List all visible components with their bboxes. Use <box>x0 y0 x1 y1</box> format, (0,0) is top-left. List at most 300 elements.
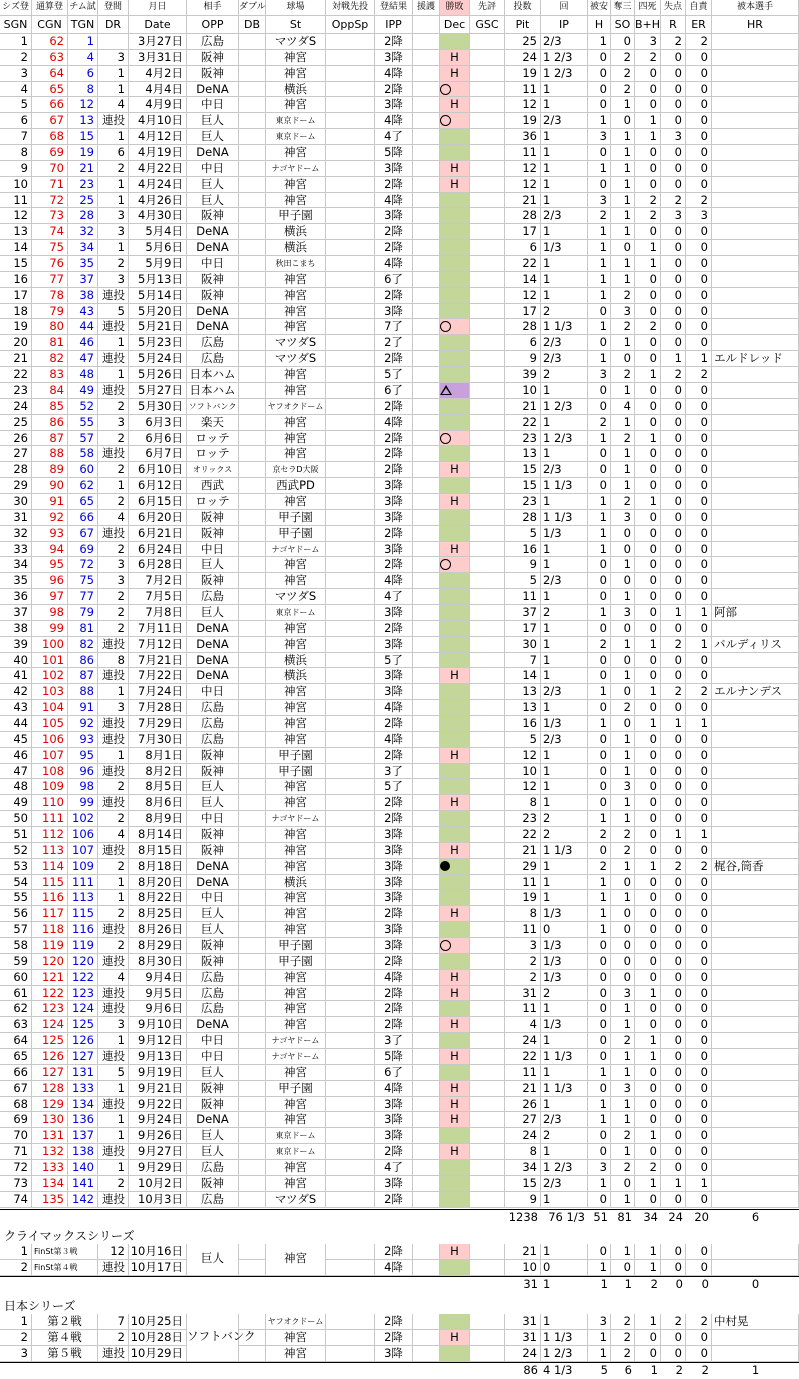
cell-ipp <box>375 446 413 462</box>
cell-so-text: 1 <box>623 335 631 349</box>
cell-r-text: 0 <box>674 161 682 175</box>
cell-st-text: 甲子園 <box>278 748 313 762</box>
cell-tgn-text: 43 <box>79 304 94 318</box>
cell-st-text: 神宮 <box>284 986 307 1000</box>
cell-h-text: 3 <box>599 367 607 381</box>
cell-hr <box>712 843 799 859</box>
cell-bbh <box>635 304 661 319</box>
cell-r <box>661 1176 686 1192</box>
cell-er <box>686 1001 712 1017</box>
cell-ipp <box>375 1144 413 1160</box>
cell-ip-text: 1 <box>543 1192 551 1206</box>
header-en-gsc-text: GSC <box>475 18 499 31</box>
cell-gsc <box>470 1192 505 1208</box>
cell-date-text: 9月5日 <box>145 986 183 1000</box>
cell-tgn-text: 28 <box>79 208 94 222</box>
cell-opp-text: DeNA <box>196 82 229 96</box>
cell-opp <box>187 161 239 177</box>
cell-r <box>661 351 686 367</box>
cell-tgn <box>68 748 98 764</box>
cell-bbh-text: 0 <box>649 1081 657 1095</box>
cell-sgn-text: 50 <box>13 811 28 825</box>
header-en-pit <box>505 16 541 34</box>
cell-sgn <box>0 938 32 954</box>
cell-hr <box>712 1001 799 1017</box>
cell-so-text: 1 <box>623 177 631 191</box>
cell-ip-text: 1 2/3 <box>543 50 573 64</box>
cell-sgn-text: 68 <box>13 1097 28 1111</box>
header-en-cgn-text: CGN <box>37 18 62 31</box>
cell-er-text: 2 <box>700 34 708 48</box>
cell-dr-text: 8 <box>117 653 125 667</box>
cell-oppsp <box>326 288 375 304</box>
cell-st-text: 横浜 <box>284 224 307 238</box>
cell-gsc <box>470 113 505 129</box>
cell-dec <box>440 145 470 161</box>
cell-dec <box>440 256 470 272</box>
cell-dr <box>98 1097 129 1112</box>
cell-hr-text: バルディリス <box>714 637 782 651</box>
cell-date-text: 6月21日 <box>138 526 183 540</box>
cell-tgn <box>68 510 98 526</box>
cell-cgn <box>32 288 68 304</box>
cell-tgn-text: 91 <box>79 700 94 714</box>
cell-tgn-text: 136 <box>72 1112 94 1126</box>
cell-opp <box>187 589 239 605</box>
cell-opp-text: 楽天 <box>201 415 224 429</box>
cell-sgn-text: 2 <box>20 1330 28 1344</box>
cell-gsc <box>470 494 505 510</box>
cell-r-text: 0 <box>674 177 682 191</box>
cell-dr-text: 1 <box>117 66 125 80</box>
cell-bbh <box>635 399 661 415</box>
cell-date-text: 7月28日 <box>138 700 183 714</box>
cell-bbh <box>635 383 661 399</box>
cell-dr <box>98 1160 129 1176</box>
cell-opp <box>187 224 239 240</box>
cell-st <box>266 82 326 97</box>
cell-cgn <box>32 637 68 653</box>
cell-ipp <box>375 811 413 827</box>
header-jp-hr-text: 被本選手 <box>736 2 773 12</box>
win-circle-icon <box>440 940 451 951</box>
cell-dec-text: H <box>450 1330 459 1344</box>
cell-tgn-text: 65 <box>79 494 94 508</box>
cell-ipp <box>375 1033 413 1049</box>
cell-dec <box>440 748 470 764</box>
cell-st <box>266 319 326 335</box>
cell-db <box>239 1081 266 1097</box>
cell-oppsp <box>326 827 375 843</box>
cell-pit-text: 15 <box>522 462 537 476</box>
cell-sgn-text: 5 <box>20 97 28 111</box>
cell-bbh <box>635 1017 661 1033</box>
cell-er <box>686 415 712 431</box>
cell-bbh-text: 1 <box>649 1244 657 1258</box>
cell-st <box>266 1176 326 1192</box>
cell-db <box>239 97 266 113</box>
cell-ipp-text: 2降 <box>384 1192 403 1206</box>
cell-er-text: 0 <box>700 653 708 667</box>
cell-tgn <box>68 1128 98 1144</box>
cell-st <box>266 859 326 875</box>
cell-ipp-text: 5降 <box>384 145 403 159</box>
loss-dot-icon <box>440 861 450 871</box>
cell-er-text: 0 <box>700 573 708 587</box>
cell-dec-text: H <box>450 542 459 556</box>
cell-tgn-text: 142 <box>72 1192 94 1206</box>
cell-dr <box>98 716 129 732</box>
cell-eng <box>413 843 440 859</box>
cell-r <box>661 557 686 573</box>
cell-so <box>611 240 635 256</box>
cell-hr <box>712 653 799 668</box>
cell-eng <box>413 415 440 431</box>
cell-dr <box>98 272 129 288</box>
cell-eng <box>413 288 440 304</box>
cell-r-text: 3 <box>674 129 682 143</box>
cell-r-text: 0 <box>674 113 682 127</box>
cell-eng <box>413 193 440 208</box>
cell-pit <box>505 764 541 779</box>
cell-date <box>129 256 187 272</box>
cell-opp-text: 広島 <box>201 589 224 603</box>
cell-ipp-text: 5了 <box>384 779 403 793</box>
cell-db <box>239 256 266 272</box>
cell-eng <box>413 113 440 129</box>
cell-eng <box>413 811 440 827</box>
cell-st <box>266 304 326 319</box>
cell-er <box>686 288 712 304</box>
cell-hr <box>712 890 799 906</box>
cell-date <box>129 1160 187 1176</box>
cell-ip-text: 2/3 <box>543 335 562 349</box>
cell-h <box>588 383 611 399</box>
cell-oppsp <box>326 764 375 779</box>
cell-pit <box>505 240 541 256</box>
cell-opp <box>187 1033 239 1049</box>
cell-dr <box>98 82 129 97</box>
cell-cgn-text: 75 <box>49 240 64 254</box>
cell-st-text: 神宮 <box>284 621 307 635</box>
table-row <box>0 161 799 177</box>
cell-db <box>239 557 266 573</box>
cell-opp-text: 中日 <box>201 890 224 904</box>
cell-st-text: 神宮 <box>284 50 307 64</box>
cell-opp-text: 阪神 <box>201 50 224 64</box>
cell-cgn <box>32 351 68 367</box>
cell-so <box>611 843 635 859</box>
header-jp-hr <box>712 0 799 16</box>
cell-ip-text: 1/3 <box>543 526 562 540</box>
cell-eng <box>413 716 440 732</box>
cell-so-text: 1 <box>623 1192 631 1206</box>
cell-sgn <box>0 684 32 700</box>
cell-st <box>266 34 326 50</box>
cell-date-text: 9月4日 <box>145 970 183 984</box>
cell-eng <box>413 1128 440 1144</box>
cell-bbh <box>635 97 661 113</box>
cell-h <box>588 161 611 177</box>
cell-dr-text: 2 <box>117 1176 125 1190</box>
cell-gsc <box>470 129 505 145</box>
cell-er-text: 0 <box>700 938 708 952</box>
cell-sgn <box>0 145 32 161</box>
cell-tgn <box>68 50 98 66</box>
cell-db <box>239 859 266 875</box>
cell-tgn-text: 133 <box>72 1081 94 1095</box>
cell-bbh-text: 0 <box>649 795 657 809</box>
cell-cgn-text: 96 <box>49 573 64 587</box>
cell-opp <box>187 732 239 748</box>
cell-ipp <box>375 1097 413 1112</box>
cell-sgn <box>0 779 32 795</box>
cell-pit <box>505 335 541 351</box>
table-row <box>0 193 799 208</box>
cell-eng <box>413 779 440 795</box>
cell-er <box>686 208 712 224</box>
cell-h <box>588 494 611 510</box>
cell-so <box>611 1017 635 1033</box>
cell-eng <box>413 177 440 193</box>
cell-tgn-text: 38 <box>79 288 94 302</box>
cell-opp <box>187 494 239 510</box>
cell-opp <box>187 764 239 779</box>
header-jp-so <box>611 0 635 16</box>
cell-pit-text: 39 <box>522 367 537 381</box>
cell-st-text: 東京ドーム <box>275 608 316 617</box>
cell-opp <box>187 684 239 700</box>
cell-ipp-text: 3降 <box>384 1112 403 1126</box>
cell-so-text: 2 <box>623 827 631 841</box>
cell-bbh-text: 0 <box>649 1346 657 1360</box>
cell-ipp <box>375 716 413 732</box>
cell-h-text: 0 <box>599 938 607 952</box>
cell-cgn <box>32 954 68 970</box>
cell-ip-text: 1/3 <box>543 938 562 952</box>
cell-date <box>129 34 187 50</box>
cell-bbh-text: 0 <box>649 510 657 524</box>
cell-oppsp <box>326 875 375 890</box>
cell-db <box>239 510 266 526</box>
cell-r <box>661 1128 686 1144</box>
cell-er-text: 0 <box>700 113 708 127</box>
cell-sgn-text: 62 <box>13 1001 28 1015</box>
cell-sgn <box>0 208 32 224</box>
cell-tgn <box>68 526 98 542</box>
cell-date-text: 4月4日 <box>145 82 183 96</box>
cell-r <box>661 1017 686 1033</box>
cell-dr-text: 7 <box>117 1314 125 1328</box>
cell-dr-text: 連投 <box>102 716 125 730</box>
cell-h <box>588 621 611 637</box>
cell-ipp <box>375 573 413 589</box>
cell-er-text: 0 <box>700 1260 708 1274</box>
cell-r-text: 0 <box>674 764 682 778</box>
cell-date <box>129 66 187 82</box>
js-total-er-text: 2 <box>701 1363 709 1377</box>
cell-sgn-text: 55 <box>13 890 28 904</box>
cell-sgn-text: 30 <box>13 494 28 508</box>
header-en-er <box>686 16 712 34</box>
cell-bbh <box>635 113 661 129</box>
cell-ip-text: 1 <box>543 446 551 460</box>
season-total-ip <box>541 1210 588 1226</box>
cell-opp-text: 中日 <box>201 1049 224 1063</box>
cell-ipp-text: 4降 <box>384 415 403 429</box>
cell-er <box>686 1192 712 1208</box>
cell-ipp <box>375 890 413 906</box>
table-row <box>0 208 799 224</box>
cell-sgn-text: 25 <box>13 415 28 429</box>
cell-ip <box>541 621 588 637</box>
cell-h-text: 2 <box>599 208 607 222</box>
cell-opp <box>187 700 239 716</box>
cell-so-text: 3 <box>623 304 631 318</box>
cs-merged <box>0 1244 799 1276</box>
cell-oppsp <box>326 510 375 526</box>
cell-er <box>686 335 712 351</box>
cell-r <box>661 145 686 161</box>
cell-ip <box>541 573 588 589</box>
cell-er-text: 0 <box>700 621 708 635</box>
cell-oppsp <box>326 557 375 573</box>
cell-sgn <box>0 732 32 748</box>
cell-opp <box>187 34 239 50</box>
cell-ipp <box>375 653 413 668</box>
cell-hr <box>712 557 799 573</box>
cell-bbh-text: 1 <box>649 1033 657 1047</box>
cell-tgn <box>68 1001 98 1017</box>
cell-sgn <box>0 367 32 383</box>
cell-opp-text: 巨人 <box>201 177 224 191</box>
cell-bbh-text: 0 <box>649 97 657 111</box>
cell-h-text: 0 <box>599 986 607 1000</box>
cell-h <box>588 193 611 208</box>
cell-tgn <box>68 1112 98 1128</box>
cell-cgn-text: 81 <box>49 335 64 349</box>
cell-ip-text: 2 <box>543 827 551 841</box>
cell-date <box>129 1001 187 1017</box>
cell-h <box>588 954 611 970</box>
cell-cgn <box>32 764 68 779</box>
cell-r <box>661 922 686 938</box>
cell-dr-text: 1 <box>117 367 125 381</box>
cell-h-text: 1 <box>599 906 607 920</box>
cell-h-text: 3 <box>599 1314 607 1328</box>
cell-cgn <box>32 50 68 66</box>
cell-bbh-text: 0 <box>649 542 657 556</box>
cell-date-text: 6月20日 <box>138 510 183 524</box>
cell-ipp-text: 2降 <box>384 557 403 571</box>
cell-er <box>686 811 712 827</box>
cell-h-text: 1 <box>599 1097 607 1111</box>
cell-tgn-text: 127 <box>72 1049 94 1063</box>
cell-ip-text: 1 <box>543 161 551 175</box>
cell-so <box>611 50 635 66</box>
cell-oppsp <box>326 1112 375 1128</box>
cell-er <box>686 653 712 668</box>
cell-opp <box>187 415 239 431</box>
cell-er-text: 0 <box>700 700 708 714</box>
table-row <box>0 1065 799 1081</box>
cell-ip <box>541 97 588 113</box>
cell-opp <box>187 843 239 859</box>
cell-ip <box>541 637 588 653</box>
cell-eng <box>413 700 440 716</box>
cell-oppsp <box>326 34 375 50</box>
cell-date <box>129 1128 187 1144</box>
cell-st-text: ナゴヤドーム <box>271 545 320 554</box>
cell-opp <box>187 986 239 1001</box>
cell-bbh-text: 0 <box>649 1144 657 1158</box>
cell-opp <box>187 177 239 193</box>
cell-pit-text: 2 <box>529 970 537 984</box>
table-row <box>0 811 799 827</box>
cell-hr <box>712 399 799 415</box>
cell-sgn <box>0 890 32 906</box>
cell-bbh-text: 0 <box>649 589 657 603</box>
cell-ip-text: 1 <box>543 82 551 96</box>
cell-pit <box>505 1176 541 1192</box>
cell-dec <box>440 510 470 526</box>
cell-tgn <box>68 875 98 890</box>
cell-so-text: 1 <box>623 1065 631 1079</box>
cell-date <box>129 335 187 351</box>
cell-dec <box>440 351 470 367</box>
cell-er-text: 0 <box>700 906 708 920</box>
cell-bbh <box>635 764 661 779</box>
cell-db <box>239 177 266 193</box>
cell-tgn-text: 49 <box>79 383 94 397</box>
table-row <box>0 288 799 304</box>
cell-cgn-text: 86 <box>49 415 64 429</box>
cell-date-text: 6月10日 <box>138 462 183 476</box>
cell-dec <box>440 1033 470 1049</box>
cell-so-text: 4 <box>623 399 631 413</box>
cell-eng <box>413 510 440 526</box>
cell-st <box>266 843 326 859</box>
cell-dr-text: 連投 <box>102 1097 125 1111</box>
cell-h-text: 0 <box>599 573 607 587</box>
cell-ip <box>541 113 588 129</box>
cell-st <box>266 764 326 779</box>
cell-db <box>239 240 266 256</box>
cell-tgn-text: 12 <box>79 97 94 111</box>
cell-st <box>266 1001 326 1017</box>
cell-pit <box>505 478 541 494</box>
cell-pit-text: 5 <box>529 573 537 587</box>
cell-oppsp <box>326 462 375 478</box>
js-total-ip-text: 4 1/3 <box>543 1363 573 1377</box>
cell-eng <box>413 637 440 653</box>
cell-eng <box>413 557 440 573</box>
cell-bbh <box>635 208 661 224</box>
cell-so-text: 1 <box>623 589 631 603</box>
cell-date <box>129 589 187 605</box>
cell-date-text: 9月12日 <box>138 1033 183 1047</box>
cell-h-text: 0 <box>599 779 607 793</box>
season-total-bbh <box>635 1210 661 1226</box>
cell-r-text: 1 <box>674 1176 682 1190</box>
cell-st-text: 神宮 <box>284 827 307 841</box>
cell-sgn-text: 54 <box>13 875 28 889</box>
cell-tgn-text: 116 <box>72 922 94 936</box>
cell-so-text: 2 <box>623 1330 631 1344</box>
header-jp-eng <box>413 0 440 16</box>
header-jp-bbh-text: 四死 <box>638 2 657 12</box>
cell-h <box>588 1081 611 1097</box>
